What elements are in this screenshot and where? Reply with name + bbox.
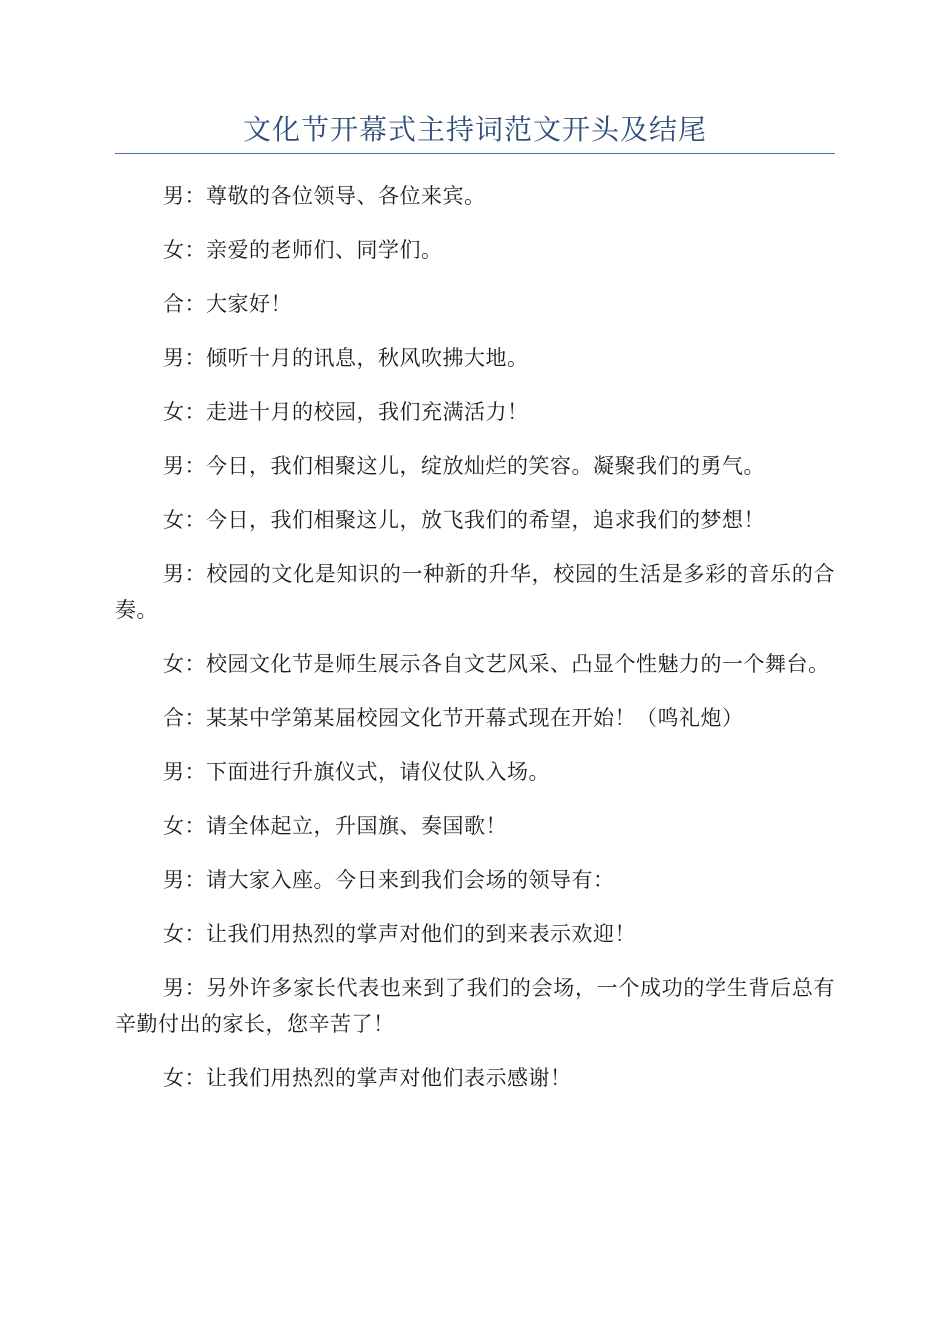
paragraph: 合：某某中学第某届校园文化节开幕式现在开始！（鸣礼炮） <box>163 706 744 730</box>
paragraph: 女：请全体起立，升国旗、奏国歌！ <box>163 814 507 838</box>
paragraph: 女：让我们用热烈的掌声对他们的到来表示欢迎！ <box>163 922 636 946</box>
paragraph: 男：今日，我们相聚这儿，绽放灿烂的笑容。凝聚我们的勇气。 <box>163 454 765 478</box>
paragraph: 女：亲爱的老师们、同学们。 <box>163 238 443 262</box>
paragraph: 女：今日，我们相聚这儿，放飞我们的希望，追求我们的梦想！ <box>163 508 765 532</box>
document-body <box>115 178 835 1114</box>
document-title: 文化节开幕式主持词范文开头及结尾 <box>242 113 707 146</box>
paragraph: 男：倾听十月的讯息，秋风吹拂大地。 <box>163 346 529 370</box>
paragraph: 男：尊敬的各位领导、各位来宾。 <box>163 184 486 208</box>
paragraph: 女：走进十月的校园，我们充满活力！ <box>163 400 529 424</box>
paragraph: 男：请大家入座。今日来到我们会场的领导有： <box>163 868 615 892</box>
paragraph: 男：另外许多家长代表也来到了我们的会场，一个成功的学生背后总有辛勤付出的家长，您辛苦了！ <box>115 976 835 1036</box>
paragraph: 女：让我们用热烈的掌声对他们表示感谢！ <box>163 1066 572 1090</box>
paragraph: 合：大家好！ <box>163 292 292 316</box>
paragraph: 男：校园的文化是知识的一种新的升华，校园的生活是多彩的音乐的合奏。 <box>115 562 835 622</box>
paragraph: 男：下面进行升旗仪式，请仪仗队入场。 <box>163 760 550 784</box>
paragraph: 女：校园文化节是师生展示各自文艺风采、凸显个性魅力的一个舞台。 <box>163 652 830 676</box>
title-underline <box>115 153 835 154</box>
